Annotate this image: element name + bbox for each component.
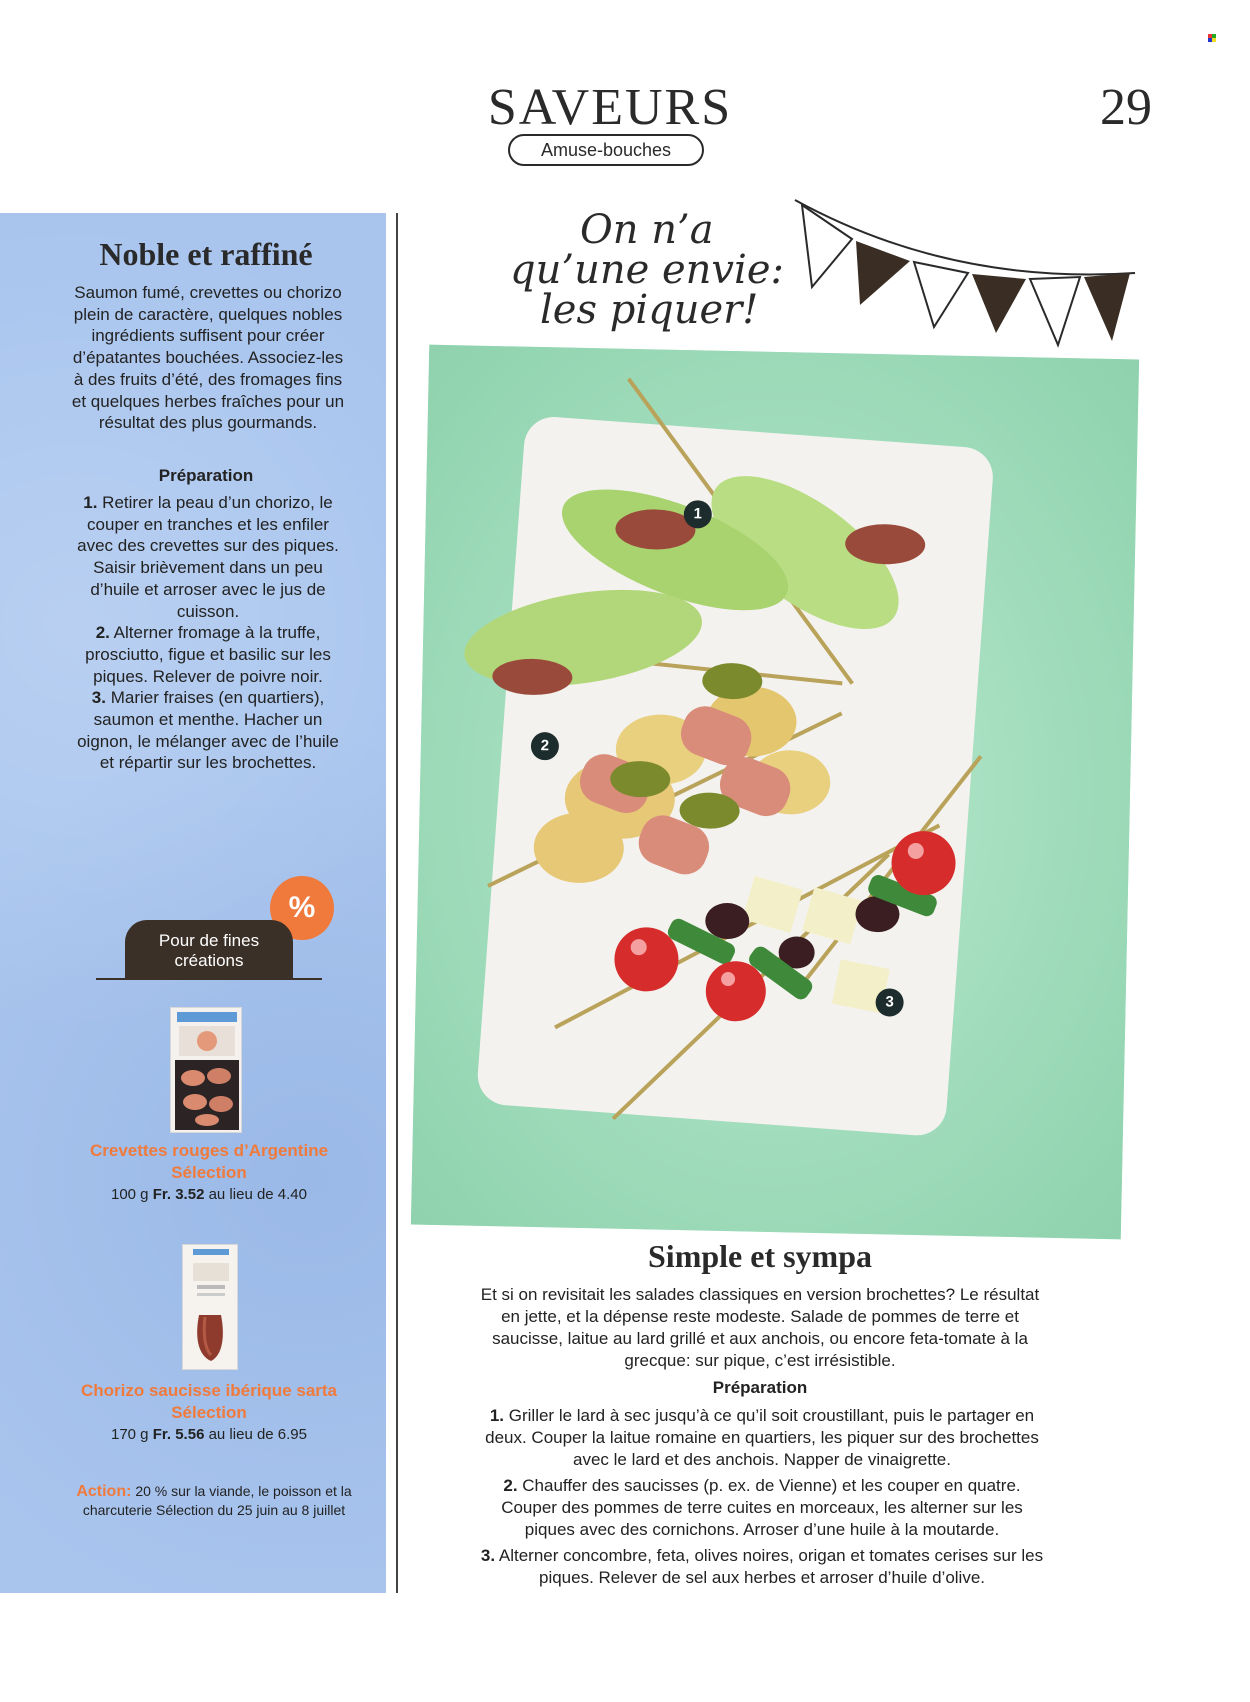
left-preparation-heading: Préparation bbox=[158, 466, 254, 485]
product-2-weight: 170 g bbox=[110, 1426, 149, 1443]
step-text: Chauffer des saucisses (p. ex. de Vienne) et les couper en quatre. Couper des pommes de terre cuites en morceaux, les alterner sur les piques avec des cornichons. Arroser d’une huile à la moutarde. bbox=[501, 1476, 1023, 1539]
product-1-sale-price: Fr. 3.52 bbox=[152, 1186, 205, 1203]
right-preparation-heading: Préparation bbox=[712, 1378, 808, 1397]
product-2-name: Chorizo saucisse ibérique sarta Sélection bbox=[80, 1381, 338, 1422]
promo-action bbox=[76, 1482, 352, 1520]
left-step-3 bbox=[68, 687, 348, 774]
step-number: 3. bbox=[91, 688, 106, 708]
left-article-intro: Saumon fumé, crevettes ou chorizo plein de caractère, quelques nobles ingrédients suffisent pour créer d’épatantes bouchées. Associez-les à des fruits d’été, des fromages fins et quelques herbes fraîches pour un résultat des plus gourmands. bbox=[71, 283, 345, 433]
script-headline bbox=[470, 207, 830, 333]
step-number: 1. bbox=[83, 493, 98, 512]
product-1-weight: 100 g bbox=[110, 1186, 149, 1203]
product-1-price bbox=[66, 1186, 352, 1203]
step-text: Marier fraises (en quartiers), saumon et menthe. Hacher un oignon, le mélanger avec de l’huile et répartir sur les brochettes. bbox=[77, 688, 339, 773]
percent-badge-icon: % bbox=[270, 876, 334, 940]
right-article-title: Simple et sympa bbox=[648, 1238, 872, 1274]
promo-tab-label: Pour de fines créations bbox=[125, 920, 293, 978]
right-step-3 bbox=[476, 1545, 1048, 1589]
right-step-1 bbox=[476, 1405, 1048, 1471]
promo-divider bbox=[96, 978, 322, 980]
product-1-name: Crevettes rouges d’Argentine Sélection bbox=[89, 1141, 329, 1182]
product-1-regular-price: au lieu de 4.40 bbox=[208, 1186, 307, 1203]
step-text: Alterner concombre, feta, olives noires, origan et tomates cerises sur les piques. Relever de sel aux herbes et arroser d’huile d’olive. bbox=[498, 1546, 1044, 1587]
script-line-3: les piquer! bbox=[540, 287, 759, 333]
subsection-pill: Amuse-bouches bbox=[508, 134, 704, 166]
photo-marker-1: 1 bbox=[684, 500, 713, 529]
column-divider bbox=[396, 213, 398, 1593]
product-2-sale-price: Fr. 5.56 bbox=[152, 1426, 205, 1443]
step-text: Griller le lard à sec jusqu’à ce qu’il soit croustillant, puis le partager en deux. Couper la laitue romaine en quartiers, les piquer sur des brochettes avec le lard et des anchois. Napper de vinaigrette. bbox=[485, 1406, 1039, 1469]
right-preparation-steps bbox=[476, 1405, 1048, 1593]
product-2-price bbox=[66, 1426, 352, 1443]
photo-marker-3: 3 bbox=[875, 988, 904, 1017]
script-line-2: qu’une envie: bbox=[510, 247, 784, 293]
left-preparation-steps bbox=[68, 492, 348, 774]
bunting-decoration-icon bbox=[790, 195, 1140, 355]
left-step-2 bbox=[68, 622, 348, 687]
product-2-regular-price: au lieu de 6.95 bbox=[208, 1426, 307, 1443]
brochettes-photo bbox=[411, 345, 1139, 1240]
step-text: Retirer la peau d’un chorizo, le couper en tranches et les enfiler avec des crevettes sur des piques. Saisir brièvement dans un peu d’huile et arroser avec le jus de cuisson. bbox=[77, 493, 339, 621]
right-article-intro: Et si on revisitait les salades classiques en version brochettes? Le résultat en jette, et la dépense reste modeste. Salade de pommes de terre et saucisse, laitue au lard grillé et aux anchois, ou encore feta-tomate à la grecque: sur pique, c’est irrésistible. bbox=[480, 1285, 1040, 1370]
chorizo-package-image bbox=[182, 1244, 238, 1370]
left-step-1 bbox=[68, 492, 348, 622]
script-line-1: On n’a bbox=[580, 207, 714, 253]
step-number: 1. bbox=[489, 1406, 505, 1425]
right-step-2 bbox=[476, 1475, 1048, 1541]
step-number: 2. bbox=[95, 623, 110, 643]
step-number: 2. bbox=[503, 1476, 518, 1495]
action-label: Action: bbox=[76, 1483, 132, 1500]
photo-marker-2: 2 bbox=[531, 732, 560, 761]
step-text: Alterner fromage à la truffe, prosciutto, figue et basilic sur les piques. Relever de poivre noir. bbox=[85, 623, 331, 686]
page-number: 29 bbox=[1100, 79, 1152, 136]
step-number: 3. bbox=[480, 1546, 496, 1565]
action-text: 20 % sur la viande, le poisson et la charcuterie Sélection du 25 juin au 8 juillet bbox=[82, 1483, 352, 1518]
color-mark-icon bbox=[1208, 34, 1216, 42]
shrimp-package-image bbox=[170, 1007, 242, 1133]
left-article-title: Noble et raffiné bbox=[99, 236, 313, 272]
section-title: SAVEURS bbox=[487, 79, 733, 136]
